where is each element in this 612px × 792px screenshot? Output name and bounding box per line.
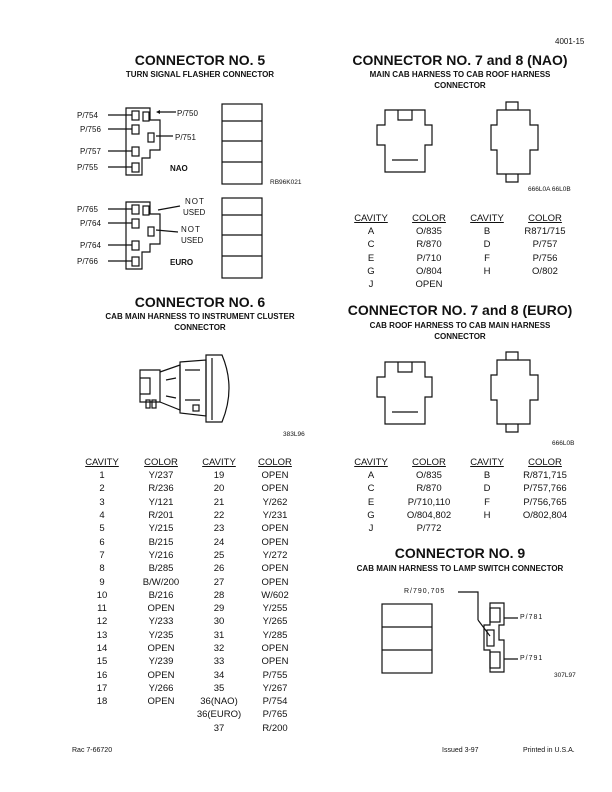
table-cell: O/835 [416,470,442,482]
footer-left: Rac 7-66720 [72,747,113,754]
table-cell: P/710 [416,252,442,264]
table-cell: 23 [213,523,225,535]
table-cell: B/W/200 [142,576,180,588]
connector-5-subtitle: TURN SIGNAL FLASHER CONNECTOR [125,70,275,79]
connector-6-subtitle-line2: CONNECTOR [174,323,226,332]
wire-label: P/765 [77,205,98,214]
table-cell: H [483,510,491,522]
column-header: COLOR [528,213,562,224]
table-cell: 6 [99,536,105,548]
table-cell: P/772 [416,523,442,535]
connector-6-ref: 383L96 [283,431,305,438]
not-used-label: USED [181,236,204,245]
table-cell: 29 [213,603,225,615]
table-cell: Y/237 [148,470,174,482]
table-cell: P/757,766 [523,483,567,495]
connector-78-euro-subtitle-line1: CAB ROOF HARNESS TO CAB MAIN HARNESS [369,321,551,330]
table-cell: G [367,266,375,278]
table-cell: Y/262 [262,496,288,508]
table-cell: 31 [213,629,225,641]
table-cell: B/285 [148,563,174,575]
table-cell: 34 [213,669,225,681]
table-cell: H [483,266,491,278]
table-cell: P/765 [262,709,288,721]
table-cell: 8 [99,563,105,575]
table-cell: 20 [213,483,225,495]
table-cell: A [367,470,375,482]
table-cell: B [483,470,491,482]
table-cell: 17 [96,682,108,694]
column-header: COLOR [412,457,446,468]
table-cell: 21 [213,496,225,508]
table-cell: 2 [99,483,105,495]
wire-label: P/756 [80,125,101,134]
table-cell: E [367,252,375,264]
wire-label: P/751 [175,133,196,142]
table-cell: P/756 [532,252,558,264]
connector-78-euro-subtitle-line2: CONNECTOR [434,332,486,341]
table-cell: 1 [99,470,105,482]
column-header: CAVITY [85,457,119,468]
table-cell: B [483,226,491,238]
connector-6-subtitle-line1: CAB MAIN HARNESS TO INSTRUMENT CLUSTER [105,312,295,321]
table-cell: 37 [213,722,225,734]
table-cell: OPEN [261,536,289,548]
column-header: CAVITY [354,457,388,468]
table-cell: 7 [99,549,105,561]
table-cell: 13 [96,629,108,641]
column-header: CAVITY [470,457,504,468]
table-cell: C [367,239,375,251]
table-cell: 14 [96,643,108,654]
not-used-label: NOT [185,197,205,206]
connector-78-euro-ref: 666L0B [552,440,575,447]
connector-6-title: CONNECTOR NO. 6 [134,294,266,310]
wire-label: P/755 [77,163,98,172]
wire-label: P/791 [520,655,544,662]
table-cell: J [368,523,374,535]
table-cell: F [484,252,490,264]
table-cell: 35 [213,682,225,694]
table-cell: 4 [99,510,105,522]
table-cell: R/871,715 [523,470,567,482]
table-cell: P/757 [532,239,558,251]
table-cell: O/802 [532,266,558,278]
wire-label: P/764 [80,219,101,228]
column-header: CAVITY [354,213,388,224]
connector-9-title: CONNECTOR NO. 9 [394,545,526,561]
table-cell: F [484,496,490,508]
table-cell: Y/265 [262,616,288,628]
column-header: CAVITY [202,457,236,468]
connector-9-ref: 307L97 [554,672,576,679]
connector-78-nao-subtitle-line2: CONNECTOR [434,81,486,90]
wire-label: P/757 [80,147,101,156]
table-cell: Y/255 [262,603,288,615]
table-cell: Y/239 [148,656,174,668]
table-cell: 30 [213,616,225,628]
nao-label: NAO [170,164,188,173]
table-cell: OPEN [147,643,175,654]
table-cell: D [483,239,491,251]
table-cell: O/802,804 [522,510,568,522]
table-cell: 28 [213,589,225,601]
table-cell: 25 [213,549,225,561]
footer-right: Printed in U.S.A. [523,747,575,754]
table-cell: Y/233 [148,616,174,628]
table-cell: 27 [213,576,225,588]
wire-label: P/766 [77,257,98,266]
column-header: COLOR [528,457,562,468]
table-cell: W/602 [261,589,289,601]
table-cell: 24 [213,536,225,548]
column-header: COLOR [258,457,292,468]
table-cell: OPEN [147,603,175,615]
table-cell: Y/285 [262,629,288,641]
table-cell: P/754 [262,696,288,708]
table-cell: P/756,765 [523,496,567,508]
table-cell: 26 [213,563,225,575]
table-cell: B/215 [148,536,174,548]
table-cell: Y/267 [262,682,288,694]
table-cell: OPEN [261,656,289,668]
table-cell: 18 [96,696,108,708]
table-cell: Y/121 [148,496,174,508]
connector-78-nao-title: CONNECTOR NO. 7 and 8 (NAO) [352,52,568,68]
table-cell: Y/272 [262,549,288,561]
wire-label: P/764 [80,241,101,250]
table-cell: 5 [99,523,105,535]
table-cell: Y/266 [148,682,174,694]
not-used-label: USED [183,208,206,217]
table-cell: R/870 [416,239,442,251]
table-cell: OPEN [261,643,289,654]
table-cell: C [367,483,375,495]
euro-label: EURO [170,258,194,267]
table-cell: 3 [99,496,105,508]
table-cell: J [368,279,374,291]
table-cell: 36(EURO) [196,709,242,721]
wire-label: P/781 [520,614,544,621]
table-cell: R/200 [262,722,288,734]
table-cell: O/804 [416,266,442,278]
table-cell: R/236 [148,483,174,495]
table-cell: OPEN [147,696,175,708]
table-cell: A [367,226,375,238]
table-cell: 15 [96,656,108,668]
page-number: 4001-15 [555,37,585,46]
table-cell: Y/231 [262,510,288,522]
table-cell: 33 [213,656,225,668]
table-cell: D [483,483,491,495]
connector-78-euro-title: CONNECTOR NO. 7 and 8 (EURO) [347,302,573,318]
table-cell: O/804,802 [406,510,452,522]
table-cell: 11 [97,603,107,615]
table-cell: 10 [96,589,108,601]
column-header: COLOR [412,213,446,224]
table-cell: OPEN [261,523,289,535]
connector-78-nao-ref: 666L0A 66L0B [528,186,571,193]
table-cell: 12 [96,616,108,628]
wire-label: P/750 [177,109,198,118]
table-cell: O/835 [416,226,442,238]
table-cell: 22 [213,510,225,522]
table-cell: E [367,496,375,508]
table-cell: 9 [99,576,105,588]
connector-9-subtitle: CAB MAIN HARNESS TO LAMP SWITCH CONNECTOR [356,564,564,573]
table-cell: R/870 [416,483,442,495]
table-cell: 32 [213,643,225,654]
wire-label: R/790,705 [404,588,446,595]
wire-label: P/754 [77,111,98,120]
table-cell: Y/216 [148,549,174,561]
table-cell: 16 [96,669,108,681]
footer-middle: Issued 3-97 [442,747,479,754]
column-header: CAVITY [470,213,504,224]
table-cell: B/216 [148,589,174,601]
table-cell: OPEN [147,669,175,681]
column-header: COLOR [144,457,178,468]
table-cell: P/755 [262,669,288,681]
table-cell: OPEN [261,483,289,495]
table-cell: OPEN [261,576,289,588]
connector-5-title: CONNECTOR NO. 5 [134,52,266,68]
table-cell: OPEN [261,470,289,482]
table-cell: R871/715 [524,226,566,238]
table-cell: 36(NAO) [200,696,238,708]
table-cell: Y/215 [148,523,174,535]
table-cell: OPEN [261,563,289,575]
table-cell: Y/235 [148,629,174,641]
connector-5-ref: RB96K021 [270,179,302,186]
table-cell: OPEN [415,279,443,291]
table-cell: P/710,110 [407,496,451,508]
not-used-label: NOT [181,225,201,234]
table-cell: G [367,510,375,522]
connector-78-nao-subtitle-line1: MAIN CAB HARNESS TO CAB ROOF HARNESS [369,70,551,79]
table-cell: R/201 [148,510,174,522]
table-cell: 19 [213,470,225,482]
